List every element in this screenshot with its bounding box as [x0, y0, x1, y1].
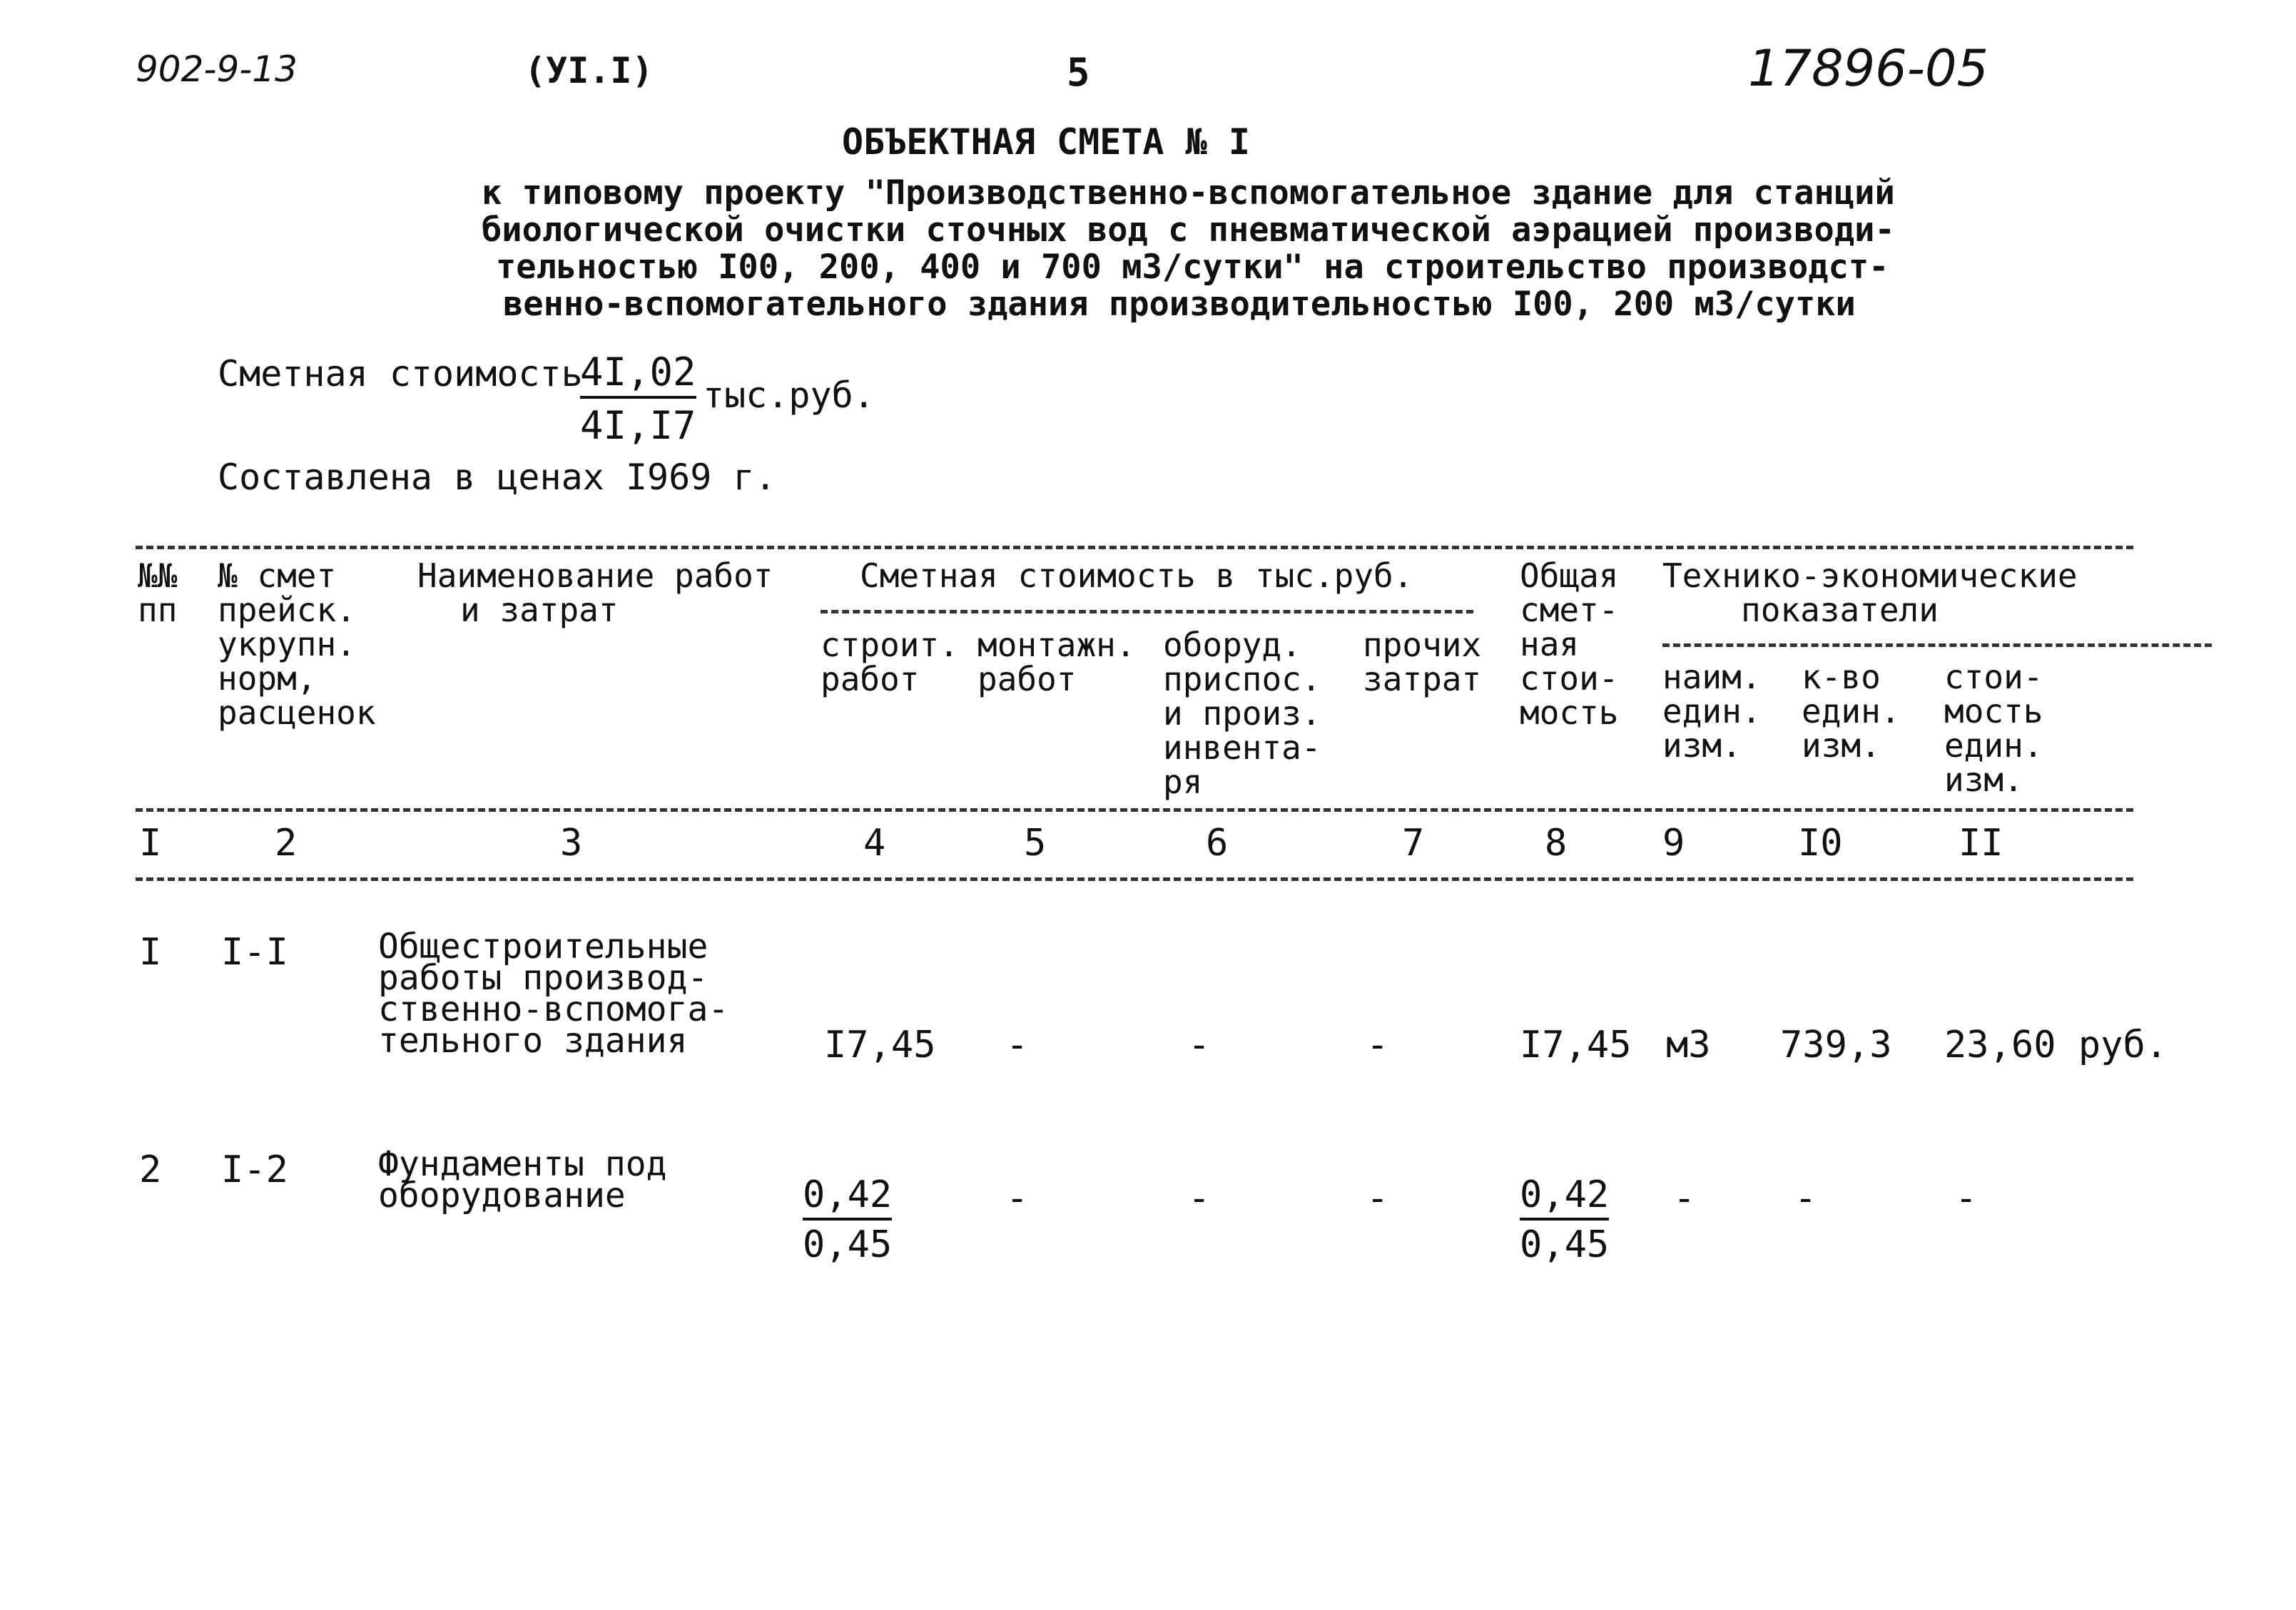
prices-note: Составлена в ценах I969 г.	[218, 457, 776, 498]
row-unit-cost: -	[1955, 1177, 1978, 1220]
col-header-other: прочих затрат	[1363, 626, 1482, 698]
cost-value-top: 4I,02	[580, 350, 696, 399]
row-name: Фундаменты под оборудование	[378, 1144, 667, 1216]
col-header-name: Наименование работ и затрат	[417, 556, 773, 629]
cost-unit: тыс.руб.	[703, 375, 875, 416]
row-code: I-2	[221, 1148, 288, 1191]
column-number: I0	[1798, 822, 1843, 865]
row-construction-top: 0,42	[803, 1173, 892, 1221]
volume-label: (УI.I)	[524, 50, 654, 91]
column-numbers-rule	[136, 877, 2133, 881]
row-quantity: 739,3	[1780, 1024, 1892, 1066]
tech-group-rule	[1662, 643, 2212, 647]
column-number: 8	[1545, 822, 1568, 865]
document-number: 17896-05	[1748, 39, 1989, 98]
row-quantity: -	[1794, 1177, 1817, 1220]
subtitle-line: тельностью I00, 200, 400 и 700 м3/сутки" на строительство производст-	[496, 248, 1889, 287]
subtitle-line: к типовому проекту "Производственно-вспомогательное здание для станций	[482, 173, 1895, 213]
column-number: II	[1959, 822, 2003, 865]
row-num: I	[139, 931, 162, 974]
row-total: I7,45	[1520, 1024, 1632, 1066]
subtitle	[482, 175, 1895, 323]
row-total-top: 0,42	[1520, 1173, 1609, 1221]
col-header-construction: строит. работ	[821, 626, 959, 698]
col-header-equipment: оборуд. приспос. и произ. инвента- ря	[1163, 626, 1321, 801]
col-header-installation: монтажн. работ	[977, 626, 1136, 698]
row-total-bottom: 0,45	[1520, 1223, 1610, 1266]
subtitle-line: венно-вспомогательного здания производительностью I00, 200 м3/сутки	[503, 285, 1856, 324]
row-other: -	[1366, 1177, 1389, 1220]
row-unit: -	[1673, 1177, 1696, 1220]
row-name: Общестроительные работы производ- ственно-вспомога- тельного здания	[378, 927, 729, 1061]
col-header-quantity: к-во един. изм.	[1802, 658, 1901, 765]
column-number: 9	[1662, 822, 1685, 865]
col-header-total: Общая смет- ная стои- мость	[1520, 556, 1619, 732]
col-header-unit: наим. един. изм.	[1662, 658, 1762, 765]
row-unit: м3	[1666, 1024, 1711, 1066]
table-top-rule	[136, 546, 2133, 549]
document-title: ОБЪЕКТНАЯ СМЕТА № I	[842, 121, 1250, 163]
col-header-unit-cost: стои- мость един. изм.	[1944, 658, 2043, 799]
row-equipment: -	[1188, 1177, 1211, 1220]
col-header-num: №№ пп	[138, 556, 178, 629]
row-code: I-I	[221, 931, 288, 974]
col-header-tech-group: Технико-экономические показатели	[1662, 556, 2078, 629]
column-number: 3	[560, 822, 583, 865]
row-construction: I7,45	[824, 1024, 936, 1066]
column-number: 4	[863, 822, 886, 865]
row-num: 2	[139, 1148, 162, 1191]
column-number: 7	[1402, 822, 1425, 865]
column-number: 6	[1206, 822, 1229, 865]
column-number: 5	[1024, 822, 1047, 865]
row-construction-bottom: 0,45	[803, 1223, 893, 1266]
page-number: 5	[1067, 50, 1090, 95]
row-equipment: -	[1188, 1024, 1211, 1066]
col-header-cost-group: Сметная стоимость в тыс.руб.	[860, 556, 1413, 595]
header-bottom-rule	[136, 808, 2133, 812]
column-number: 2	[275, 822, 298, 865]
cost-label: Сметная стоимость	[218, 353, 583, 394]
cost-value-bottom: 4I,I7	[580, 403, 696, 448]
cost-group-rule	[821, 610, 1473, 613]
row-installation: -	[1006, 1024, 1029, 1066]
column-number: I	[139, 822, 162, 865]
col-header-code: № смет прейск. укрупн. норм, расценок	[218, 556, 376, 732]
subtitle-line: биологической очистки сточных вод с пневматической аэрацией производи-	[482, 210, 1895, 250]
row-other: -	[1366, 1024, 1389, 1066]
row-unit-cost: 23,60 руб.	[1944, 1024, 2168, 1066]
row-installation: -	[1006, 1177, 1029, 1220]
series-code: 902-9-13	[136, 49, 298, 90]
